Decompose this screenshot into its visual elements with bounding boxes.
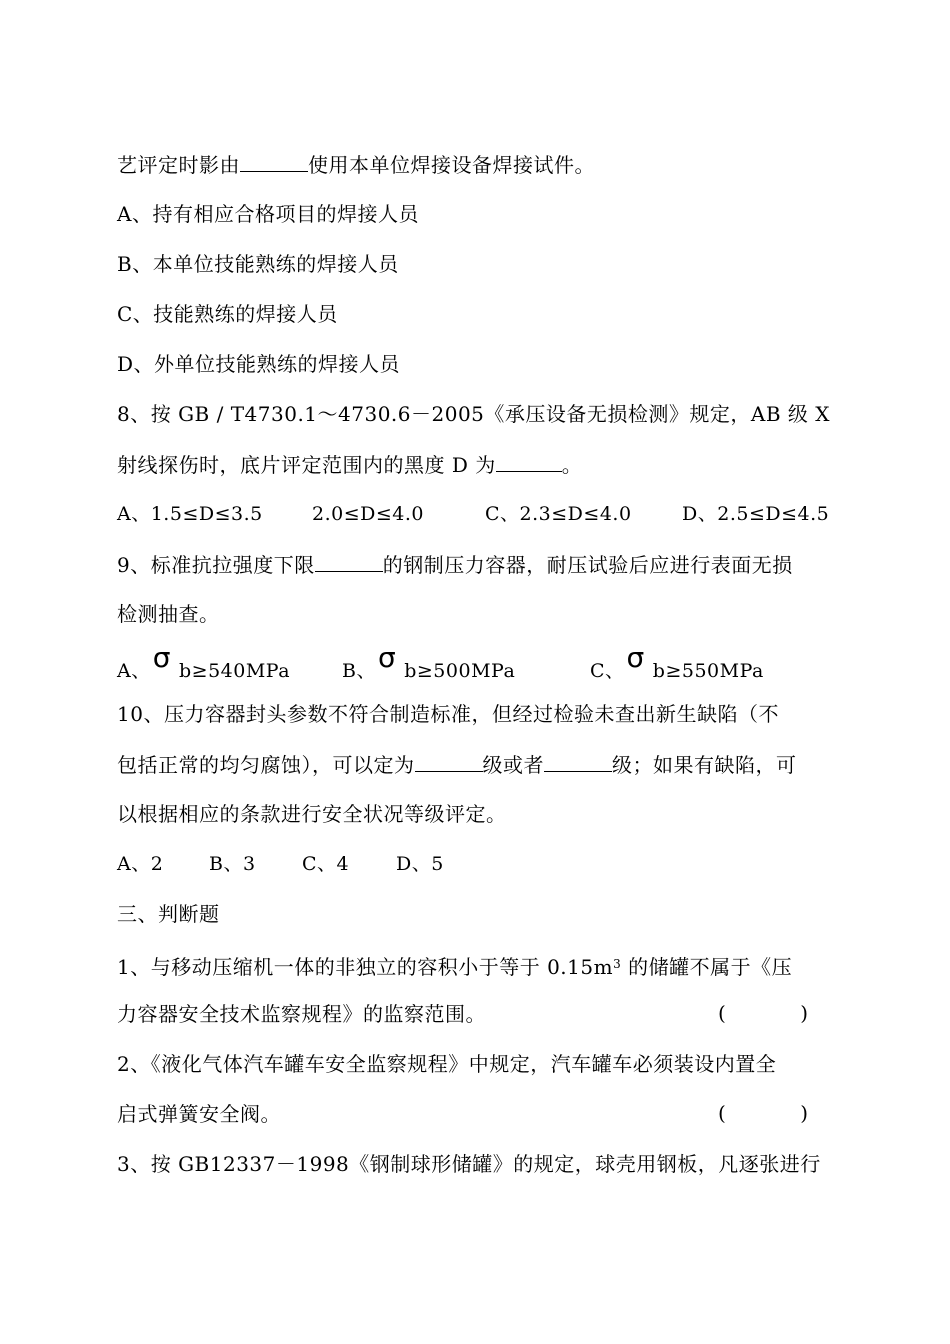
text-line	[117, 751, 837, 778]
question-9	[117, 551, 837, 578]
q10-option: D、5	[396, 853, 444, 875]
q9-option: B、σ b≥500MPa	[342, 641, 516, 682]
answer-parentheses: ( )	[718, 1001, 808, 1025]
text-segment: 级或者	[482, 753, 544, 777]
text-segment: 艺评定时影由	[117, 153, 240, 177]
q9-option: C、σ b≥550MPa	[590, 641, 764, 682]
text-segment: 射线探伤时，底片评定范围内的黑度 D 为	[117, 453, 496, 477]
question-8: 8、按 GB / T4730.1～4730.6－2005《承压设备无损检测》规定，AB 级 X	[117, 402, 831, 426]
tf-question-2: 2、《液化气体汽车罐车安全监察规程》中规定，汽车罐车必须装设内置全	[117, 1052, 777, 1076]
answer-blank	[415, 751, 483, 772]
text-segment: 1、与移动压缩机一体的非独立的容积小于等于 0.15m	[117, 955, 614, 979]
q8-option: C、2.3≤D≤4.0	[485, 503, 632, 525]
answer-blank	[240, 151, 308, 172]
section-heading: 三、判断题	[117, 902, 220, 926]
q8-option: D、2.5≤D≤4.5	[682, 503, 830, 525]
q10-option: B、3	[209, 853, 256, 875]
answer-blank	[315, 551, 383, 572]
q10-option: C、4	[302, 853, 350, 875]
q10-option: A、2	[117, 853, 164, 875]
superscript: 3	[613, 957, 622, 971]
text-line	[117, 451, 837, 478]
sigma-symbol: σ	[626, 641, 645, 674]
answer-blank	[544, 751, 612, 772]
option-line: B、本单位技能熟练的焊接人员	[117, 252, 399, 276]
text-segment: 的储罐不属于《压	[621, 955, 793, 979]
text-segment: 。	[561, 453, 583, 477]
tf-question-1	[117, 951, 837, 980]
text-segment: 级；如果有缺陷，可	[612, 753, 797, 777]
q9-option: A、σ b≥540MPa	[117, 641, 291, 682]
text-line	[117, 151, 837, 178]
text-line: 启式弹簧安全阀。	[117, 1102, 281, 1126]
q8-option: 2.0≤D≤4.0	[312, 503, 425, 525]
option-line: A、持有相应合格项目的焊接人员	[117, 202, 419, 226]
answer-parentheses: ( )	[718, 1101, 808, 1125]
text-segment: 使用本单位焊接设备焊接试件。	[308, 153, 595, 177]
text-line: 力容器安全技术监察规程》的监察范围。	[117, 1002, 486, 1026]
text-segment: 包括正常的均匀腐蚀），可以定为	[117, 753, 415, 777]
option-line: D、外单位技能熟练的焊接人员	[117, 352, 401, 376]
sigma-symbol: σ	[377, 641, 397, 674]
tf-question-3: 3、按 GB12337－1998《钢制球形储罐》的规定，球壳用钢板，凡逐张进行	[117, 1152, 821, 1176]
option-line: C、技能熟练的焊接人员	[117, 302, 338, 326]
text-segment: 9、标准抗拉强度下限	[117, 553, 315, 577]
question-10: 10、压力容器封头参数不符合制造标准，但经过检验未查出新生缺陷（不	[117, 702, 779, 726]
text-segment: 的钢制压力容器，耐压试验后应进行表面无损	[382, 553, 793, 577]
text-line: 以根据相应的条款进行安全状况等级评定。	[117, 802, 507, 826]
text-line: 检测抽查。	[117, 602, 220, 626]
q8-option: A、1.5≤D≤3.5	[117, 503, 263, 525]
answer-blank	[496, 451, 562, 472]
sigma-symbol: σ	[152, 641, 171, 674]
